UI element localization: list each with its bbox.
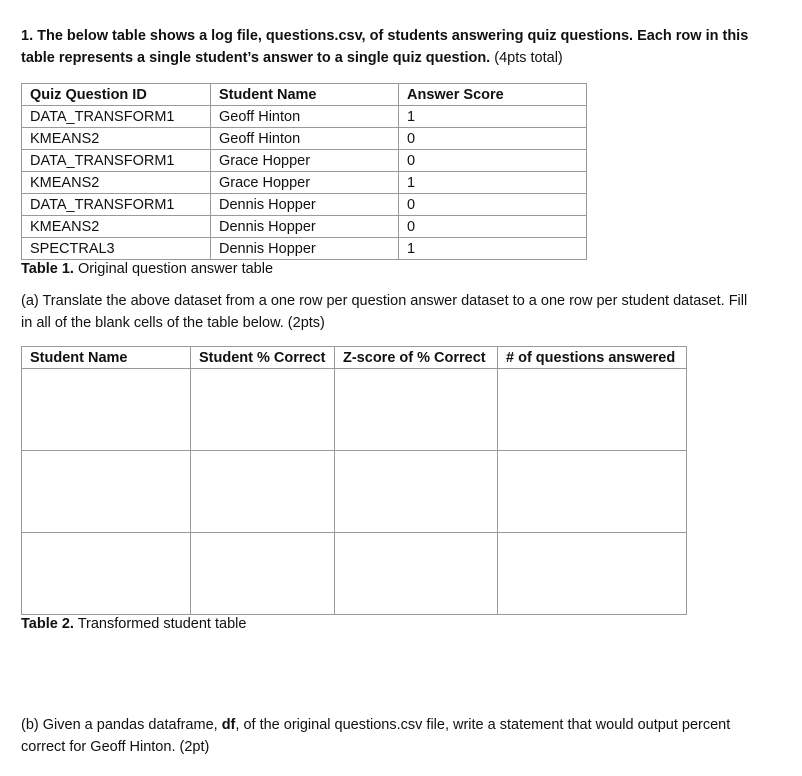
part-b-text-after: , of the original questions.csv file, write a statement that would output percent correct for Geoff Hinton. (2pt) bbox=[21, 717, 731, 755]
table-row bbox=[22, 451, 687, 533]
table1-header-answer-score: Answer Score bbox=[399, 84, 587, 106]
table-row bbox=[22, 369, 687, 451]
student-name-cell: Dennis Hopper bbox=[211, 216, 399, 238]
table2-caption-label: Table 2. bbox=[21, 616, 74, 632]
table-row bbox=[22, 216, 587, 238]
blank-student-name-cell[interactable] bbox=[22, 369, 191, 451]
blank-percent-correct-cell[interactable] bbox=[191, 451, 335, 533]
quiz-question-id-cell: DATA_TRANSFORM1 bbox=[22, 194, 211, 216]
table1-header-student-name: Student Name bbox=[211, 84, 399, 106]
table-row bbox=[22, 150, 587, 172]
table2-header-zscore: Z-score of % Correct bbox=[335, 347, 498, 369]
student-name-cell: Grace Hopper bbox=[211, 172, 399, 194]
part-b-instructions bbox=[21, 714, 761, 758]
blank-questions-answered-cell[interactable] bbox=[498, 369, 687, 451]
answer-score-cell: 1 bbox=[399, 172, 587, 194]
blank-questions-answered-cell[interactable] bbox=[498, 533, 687, 615]
table2-caption bbox=[21, 614, 246, 634]
blank-questions-answered-cell[interactable] bbox=[498, 451, 687, 533]
answer-score-cell: 0 bbox=[399, 194, 587, 216]
question-points: (4pts total) bbox=[494, 50, 563, 66]
table-row bbox=[22, 172, 587, 194]
quiz-question-id-cell: KMEANS2 bbox=[22, 216, 211, 238]
student-name-cell: Geoff Hinton bbox=[211, 106, 399, 128]
table1-caption-label: Table 1. bbox=[21, 261, 74, 277]
blank-zscore-cell[interactable] bbox=[335, 369, 498, 451]
part-b-df-name: df bbox=[221, 717, 236, 733]
answer-score-cell: 0 bbox=[399, 150, 587, 172]
question-heading-text: 1. The below table shows a log file, questions.csv, of students answering quiz questions. Each row in this table represents a single student’s answer to a single quiz question. bbox=[21, 28, 749, 66]
table-row bbox=[22, 128, 587, 150]
table2-caption-text: Transformed student table bbox=[77, 616, 247, 632]
blank-percent-correct-cell[interactable] bbox=[191, 533, 335, 615]
student-name-cell: Dennis Hopper bbox=[211, 238, 399, 260]
table2-header-student-name: Student Name bbox=[22, 347, 191, 369]
answer-score-cell: 1 bbox=[399, 106, 587, 128]
questions-log-table bbox=[21, 83, 587, 260]
table-row bbox=[22, 106, 587, 128]
student-name-cell: Dennis Hopper bbox=[211, 194, 399, 216]
table1-caption bbox=[21, 259, 273, 279]
table1-caption-text: Original question answer table bbox=[77, 261, 274, 277]
part-b-text-before: (b) Given a pandas dataframe, bbox=[21, 717, 222, 733]
blank-percent-correct-cell[interactable] bbox=[191, 369, 335, 451]
table-row bbox=[22, 194, 587, 216]
student-name-cell: Geoff Hinton bbox=[211, 128, 399, 150]
blank-student-name-cell[interactable] bbox=[22, 451, 191, 533]
quiz-question-id-cell: DATA_TRANSFORM1 bbox=[22, 150, 211, 172]
quiz-question-id-cell: KMEANS2 bbox=[22, 128, 211, 150]
table-row bbox=[22, 238, 587, 260]
table2-header-row bbox=[22, 347, 687, 369]
table2-header-percent-correct: Student % Correct bbox=[191, 347, 335, 369]
table-row bbox=[22, 533, 687, 615]
student-name-cell: Grace Hopper bbox=[211, 150, 399, 172]
answer-score-cell: 0 bbox=[399, 216, 587, 238]
answer-score-cell: 0 bbox=[399, 128, 587, 150]
table1-header-quiz-question-id: Quiz Question ID bbox=[22, 84, 211, 106]
quiz-question-id-cell: SPECTRAL3 bbox=[22, 238, 211, 260]
part-a-instructions: (a) Translate the above dataset from a one row per question answer dataset to a one row per student dataset. Fill in all of the blank cells of the table below. (2pts) bbox=[21, 293, 748, 331]
question-heading bbox=[21, 25, 781, 69]
blank-zscore-cell[interactable] bbox=[335, 533, 498, 615]
transformed-student-table bbox=[21, 346, 687, 615]
table2-header-questions-answered: # of questions answered bbox=[498, 347, 687, 369]
table1-header-row bbox=[22, 84, 587, 106]
quiz-question-id-cell: DATA_TRANSFORM1 bbox=[22, 106, 211, 128]
answer-score-cell: 1 bbox=[399, 238, 587, 260]
quiz-question-id-cell: KMEANS2 bbox=[22, 172, 211, 194]
blank-student-name-cell[interactable] bbox=[22, 533, 191, 615]
blank-zscore-cell[interactable] bbox=[335, 451, 498, 533]
